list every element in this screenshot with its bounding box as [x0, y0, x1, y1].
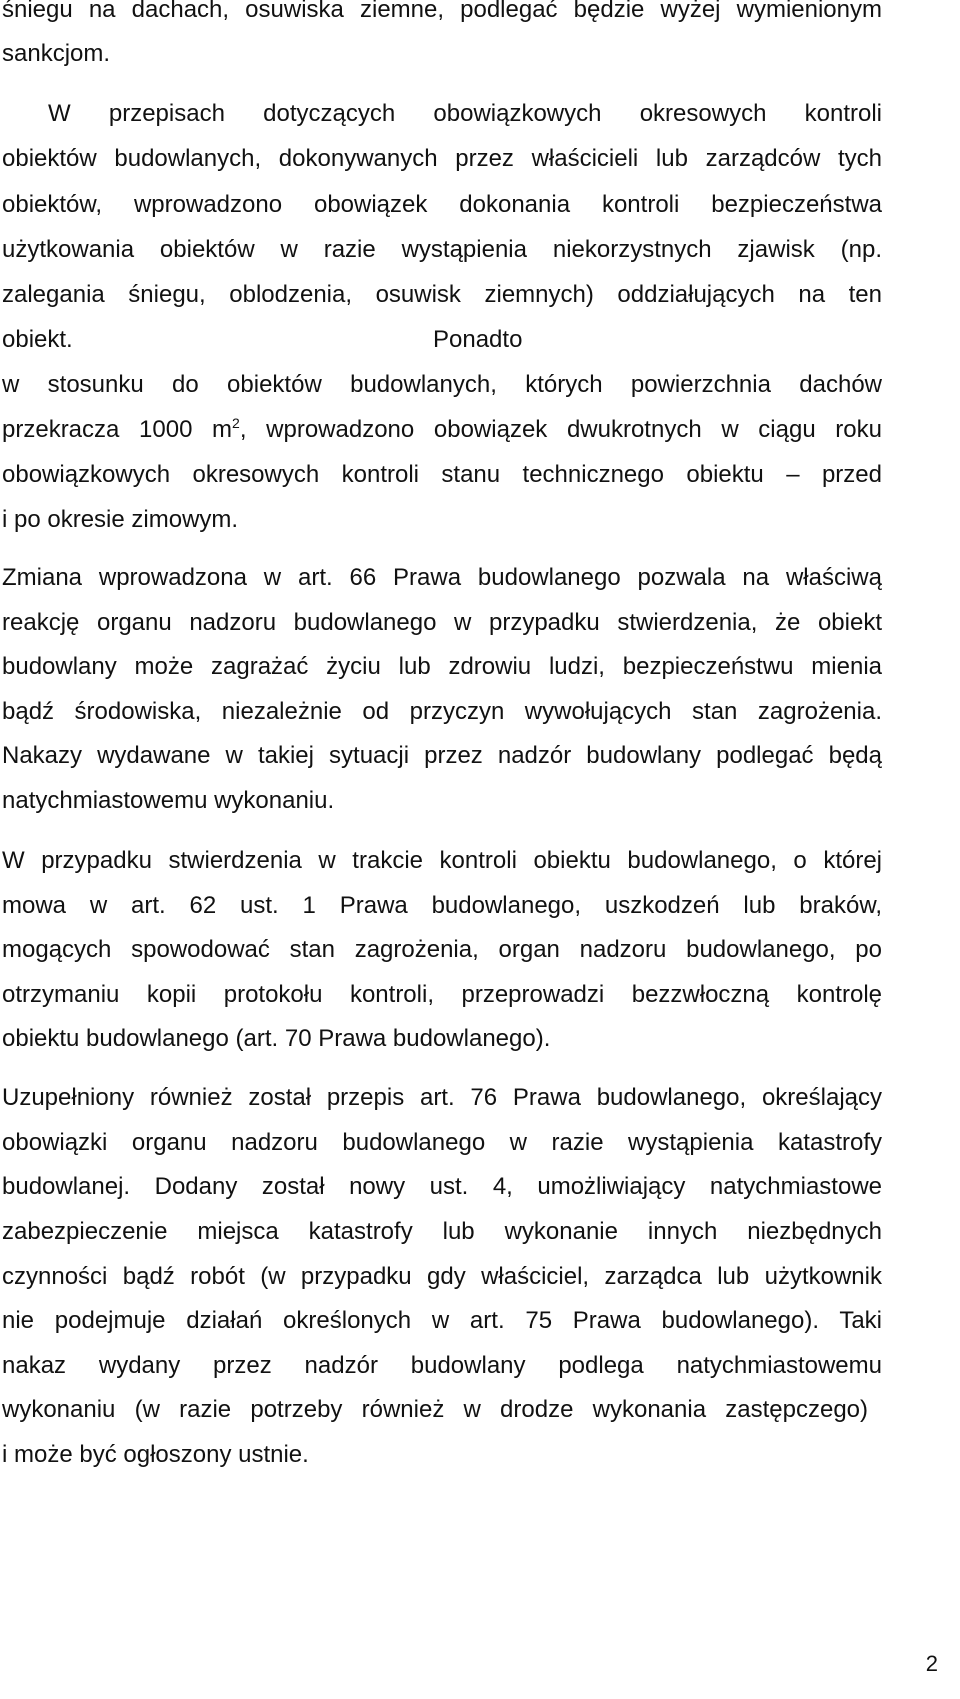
text-line: budowlany może zagrażać życiu lub zdrowiu ludzi, bezpieczeństwu mienia — [2, 653, 882, 680]
superscript: 2 — [232, 415, 240, 431]
text-line: nakaz wydany przez nadzór budowlany podlega natychmiastowemu — [2, 1352, 882, 1379]
text-line: W przypadku stwierdzenia w trakcie kontroli obiektu budowlanego, o której — [2, 847, 882, 874]
text-fragment: przekracza 1000 m — [2, 416, 233, 443]
text-line: i może być ogłoszony ustnie. — [2, 1441, 309, 1468]
text-line: obiektów, wprowadzono obowiązek dokonania kontroli bezpieczeństwa — [2, 191, 882, 218]
text-line: Zmiana wprowadzona w art. 66 Prawa budowlanego pozwala na właściwą — [2, 564, 882, 591]
text-fragment: , wprowadzono obowiązek dwukrotnych w ciągu roku — [239, 416, 882, 443]
text-line: natychmiastowemu wykonaniu. — [2, 787, 335, 814]
text-line: budowlanej. Dodany został nowy ust. 4, umożliwiający natychmiastowe — [2, 1173, 882, 1200]
text-line: obiektu budowlanego (art. 70 Prawa budowlanego). — [2, 1025, 551, 1052]
text-line: mowa w art. 62 ust. 1 Prawa budowlanego, uszkodzeń lub braków, — [2, 892, 882, 919]
text-line: obiekt. — [2, 326, 73, 353]
text-line: Uzupełniony również został przepis art. 76 Prawa budowlanego, określający — [2, 1084, 882, 1111]
text-line: wykonaniu (w razie potrzeby również w drodze wykonania zastępczego) — [2, 1396, 868, 1423]
text-line: W przepisach dotyczących obowiązkowych okresowych kontroli — [48, 100, 882, 127]
text-line: czynności bądź robót (w przypadku gdy właściciel, zarządca lub użytkownik — [2, 1263, 882, 1290]
text-line: bądź środowiska, niezależnie od przyczyn wywołujących stan zagrożenia. — [2, 698, 882, 725]
text-line: obowiązki organu nadzoru budowlanego w razie wystąpienia katastrofy — [2, 1129, 882, 1156]
text-line: użytkowania obiektów w razie wystąpienia niekorzystnych zjawisk (np. — [2, 236, 882, 263]
text-line: nie podejmuje działań określonych w art. 75 Prawa budowlanego). Taki — [2, 1307, 882, 1334]
text-line: sankcjom. — [2, 40, 111, 67]
text-line: mogących spowodować stan zagrożenia, organ nadzoru budowlanego, po — [2, 936, 882, 963]
text-line: obowiązkowych okresowych kontroli stanu technicznego obiektu – przed — [2, 461, 882, 488]
text-line: zalegania śniegu, oblodzenia, osuwisk ziemnych) oddziałujących na ten — [2, 281, 882, 308]
text-line: zabezpieczenie miejsca katastrofy lub wykonanie innych niezbędnych — [2, 1218, 882, 1245]
text-line: obiektów budowlanych, dokonywanych przez właścicieli lub zarządców tych — [2, 145, 882, 172]
text-line: w stosunku do obiektów budowlanych, których powierzchnia dachów — [2, 371, 882, 398]
text-fragment: Ponadto — [433, 326, 523, 353]
text-line: śniegu na dachach, osuwiska ziemne, podlegać będzie wyżej wymienionym — [2, 0, 882, 23]
text-line: reakcję organu nadzoru budowlanego w przypadku stwierdzenia, że obiekt — [2, 609, 882, 636]
text-line-area — [2, 415, 882, 445]
text-line: i po okresie zimowym. — [2, 506, 239, 533]
page-number: 2 — [925, 1651, 938, 1676]
text-line: otrzymaniu kopii protokołu kontroli, przeprowadzi bezzwłoczną kontrolę — [2, 981, 882, 1008]
text-line: Nakazy wydawane w takiej sytuacji przez nadzór budowlany podlegać będą — [2, 742, 882, 769]
